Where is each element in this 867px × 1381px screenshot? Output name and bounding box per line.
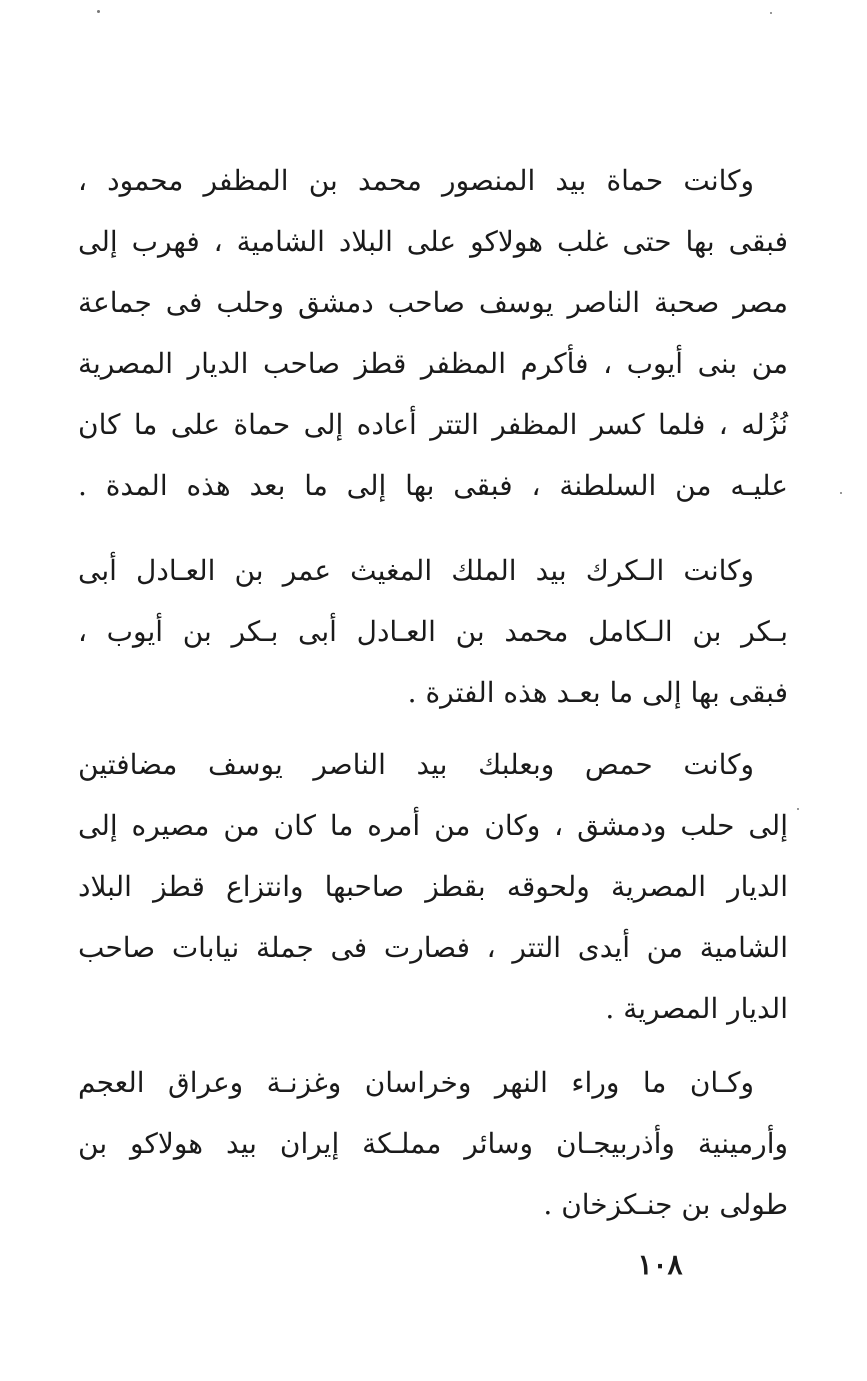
text-line: عليـه من السلطنة ، فبقى بها إلى ما بعد هذه المدة . — [78, 469, 788, 502]
text-line: مصر صحبة الناصر يوسف صاحب دمشق وحلب فى جماعة — [78, 286, 788, 319]
text-line: وأرمينية وأذربيجـان وسائر مملـكة إيران بيد هولاكو بن — [78, 1127, 788, 1160]
text-line: فبقى بها إلى ما بعـد هذه الفترة . — [407, 676, 788, 709]
scan-speck — [797, 808, 799, 810]
page-number: ١٠٨ — [637, 1248, 683, 1281]
paragraph-karak — [78, 540, 788, 723]
paragraph-hama — [78, 150, 788, 516]
text-line: الديار المصرية . — [605, 992, 788, 1025]
scan-speck — [97, 10, 100, 13]
paragraph-homs-baalbek — [78, 734, 788, 1039]
text-line: إلى حلب ودمشق ، وكان من أمره ما كان من مصيره إلى — [78, 809, 788, 842]
text-line: الشامية من أيدى التتر ، فصارت فى جملة نيابات صاحب — [78, 931, 788, 964]
text-line: من بنى أيوب ، فأكرم المظفر قطز صاحب الديار المصرية — [78, 347, 788, 380]
text-line: وكـان ما وراء النهر وخراسان وغزنـة وعراق العجم — [78, 1066, 754, 1099]
text-line: الديار المصرية ولحوقه بقطز صاحبها وانتزاع قطز البلاد — [78, 870, 788, 903]
paragraph-transoxiana — [78, 1052, 788, 1235]
text-line: نُزُله ، فلما كسر المظفر التتر أعاده إلى حماة على ما كان — [78, 408, 788, 441]
text-line: وكانت حمص وبعلبك بيد الناصر يوسف مضافتين — [78, 748, 754, 781]
text-line: وكانت الـكرك بيد الملك المغيث عمر بن العـادل أبى — [78, 554, 754, 587]
text-line: فبقى بها حتى غلب هولاكو على البلاد الشامية ، فهرب إلى — [78, 225, 788, 258]
scan-speck — [840, 492, 842, 494]
text-line: طولى بن جنـكزخان . — [543, 1188, 788, 1221]
scan-speck — [770, 12, 772, 14]
text-line: بـكر بن الـكامل محمد بن العـادل أبى بـكر بن أيوب ، — [78, 615, 788, 648]
text-line: وكانت حماة بيد المنصور محمد بن المظفر محمود ، — [78, 164, 754, 197]
